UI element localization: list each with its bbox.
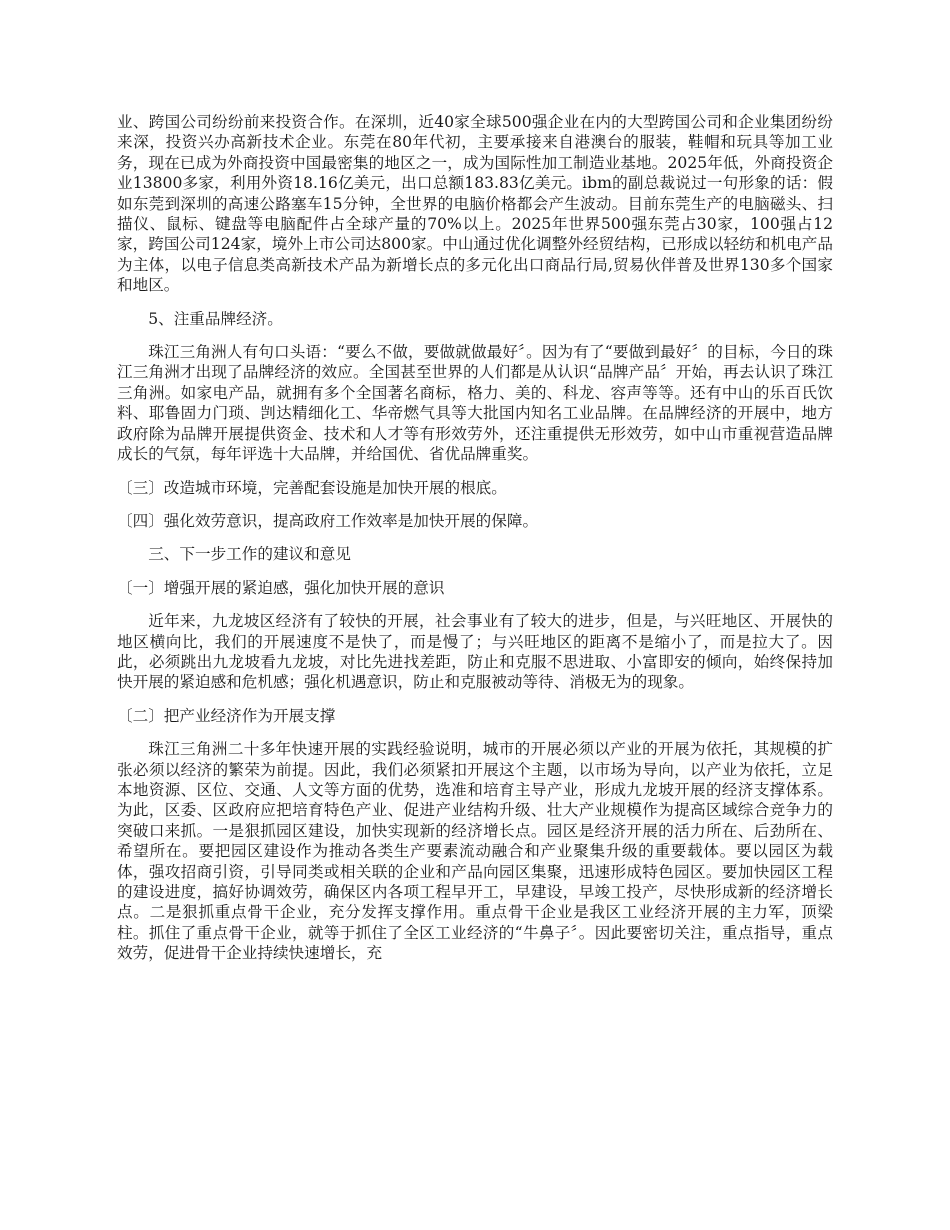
heading-subsection-1: 〔一〕增强开展的紧迫感，强化加快开展的意识 — [117, 578, 445, 597]
heading-subsection-2: 〔二〕把产业经济作为开展支撑 — [117, 706, 336, 725]
heading-section-3: 〔三〕改造城市环境，完善配套设施是加快开展的根底。 — [117, 478, 507, 497]
paragraph-intro-continued: 业、跨国公司纷纷前来投资合作。在深圳，近40家全球500强企业在内的大型跨国公司和企业集团纷纷来深，投资兴办高新技术企业。东莞在80年代初，主要承接来自港澳台的服装，鞋帽和玩具等加工业务，现在已成为外商投资中国最密集的地区之一，成为国际性加工制造业基地。2025年低，外商投资企业13800多家，利用外资18.16亿美元，出口总额183.83亿美元。ibm的副总裁说过一句形象的话：假如东莞到深圳的高速公路塞车15分钟，全世界的电脑价格都会产生波动。目前东莞生产的电脑磁头、扫描仪、鼠标、键盘等电脑配件占全球产量的70%以上。2025年世界500强东莞占30家，100强占12家，跨国公司124家，境外上市公司达800家。中山通过优化调整外经贸结构，已形成以轻纺和机电产品为主体，以电子信息类高新技术产品为新增长点的多元化出口商品行局,贸易伙伴普及世界130多个国家和地区。 — [117, 113, 833, 295]
paragraph-urgency: 近年来，九龙坡区经济有了较快的开展，社会事业有了较大的进步，但是，与兴旺地区、开展快的地区横向比，我们的开展速度不是快了，而是慢了；与兴旺地区的距离不是缩小了，而是拉大了。因此，必须跳出九龙坡看九龙坡，对比先进找差距，防止和克服不思进取、小富即安的倾向，始终保持加快开展的紧迫感和危机感；强化机遇意识，防止和克服被动等待、消极无为的现象。 — [117, 612, 833, 692]
paragraph-industry-support: 珠江三角洲二十多年快速开展的实践经验说明，城市的开展必须以产业的开展为依托，其规模的扩张必须以经济的繁荣为前提。因此，我们必须紧扣开展这个主题，以市场为导向，以产业为依托，立足本地资源、区位、交通、人文等方面的优势，选准和培育主导产业，形成九龙坡开展的经济支撑体系。为此，区委、区政府应把培育特色产业、促进产业结构升级、壮大产业规模作为提高区域综合竞争力的突破口来抓。一是狠抓园区建设，加快实现新的经济增长点。园区是经济开展的活力所在、后劲所在、希望所在。要把园区建设作为推动各类生产要素流动融合和产业聚集升级的重要载体。要以园区为载体，强攻招商引资，引导同类或相关联的企业和产品向园区集聚，迅速形成特色园区。要加快园区工程的建设进度，搞好协调效劳，确保区内各项工程早开工，早建设，早竣工投产，尽快形成新的经济增长点。二是狠抓重点骨干企业，充分发挥支撑作用。重点骨干企业是我区工业经济开展的主力军，顶梁柱。抓住了重点骨干企业，就等于抓住了全区工业经济的“牛鼻子〞。因此要密切关注，重点指导，重点效劳，促进骨干企业持续快速增长，充 — [117, 740, 833, 963]
heading-brand-economy: 5、注重品牌经济。 — [148, 309, 283, 328]
paragraph-brand-economy: 珠江三角洲人有句口头语：“要么不做，要做就做最好〞。因为有了“要做到最好〞的目标，今日的珠江三角洲才出现了品牌经济的效应。全国甚至世界的人们都是从认识“品牌产品〞开始，再去认识了珠江三角洲。如家电产品，就拥有多个全国著名商标，格力、美的、科龙、容声等等。还有中山的乐百氏饮料、耶鲁固力门琐、剀达精细化工、华帝燃气具等大批国内知名工业品牌。在品牌经济的开展中，地方政府除为品牌开展提供资金、技术和人才等有形效劳外，还注重提供无形效劳，如中山市重视营造品牌成长的气氛，每年评选十大品牌，并给国优、省优品牌重奖。 — [117, 343, 833, 464]
heading-part-3: 三、下一步工作的建议和意见 — [148, 545, 351, 564]
heading-section-4: 〔四〕强化效劳意识，提高政府工作效率是加快开展的保障。 — [117, 511, 539, 530]
document-page — [117, 112, 833, 964]
